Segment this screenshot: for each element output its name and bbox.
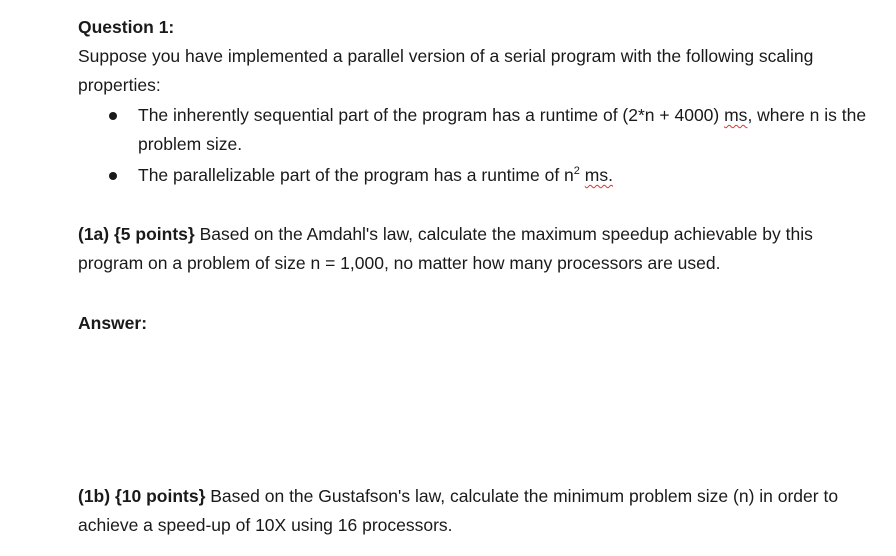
answer-label: Answer: bbox=[78, 313, 148, 333]
question-intro: Suppose you have implemented a parallel version of a serial program with the following scaling properties: bbox=[78, 46, 814, 95]
list-item bbox=[78, 161, 868, 190]
superscript: 2 bbox=[573, 165, 580, 178]
part-1a bbox=[78, 220, 868, 278]
spellcheck-word: ms bbox=[724, 105, 748, 125]
bullet-text-pre: The inherently sequential part of the program has a runtime of (2*n + 4000) bbox=[138, 105, 725, 125]
spellcheck-word: ms. bbox=[584, 165, 613, 185]
scaling-properties-list bbox=[78, 101, 868, 192]
part-1a-text: Based on the Amdahl's law, calculate the maximum speedup achievable by this program on a problem of size n = 1,000, no matter how many processors are used. bbox=[78, 224, 813, 273]
part-1b bbox=[78, 482, 868, 540]
bullet-text-post: , where n is the problem size. bbox=[138, 105, 867, 154]
bullet-icon bbox=[109, 172, 117, 180]
part-1a-label: (1a) {5 points} bbox=[78, 224, 195, 244]
part-1b-label: (1b) {10 points} bbox=[78, 486, 206, 506]
part-1b-text: Based on the Gustafson's law, calculate the minimum problem size (n) in order to achieve a speed-up of 10X using 16 processors. bbox=[78, 486, 839, 535]
list-item bbox=[78, 101, 868, 159]
bullet-text-pre: The parallelizable part of the program has a runtime of n bbox=[138, 165, 574, 185]
bullet-icon bbox=[109, 112, 117, 120]
question-title: Question 1: bbox=[78, 17, 175, 37]
